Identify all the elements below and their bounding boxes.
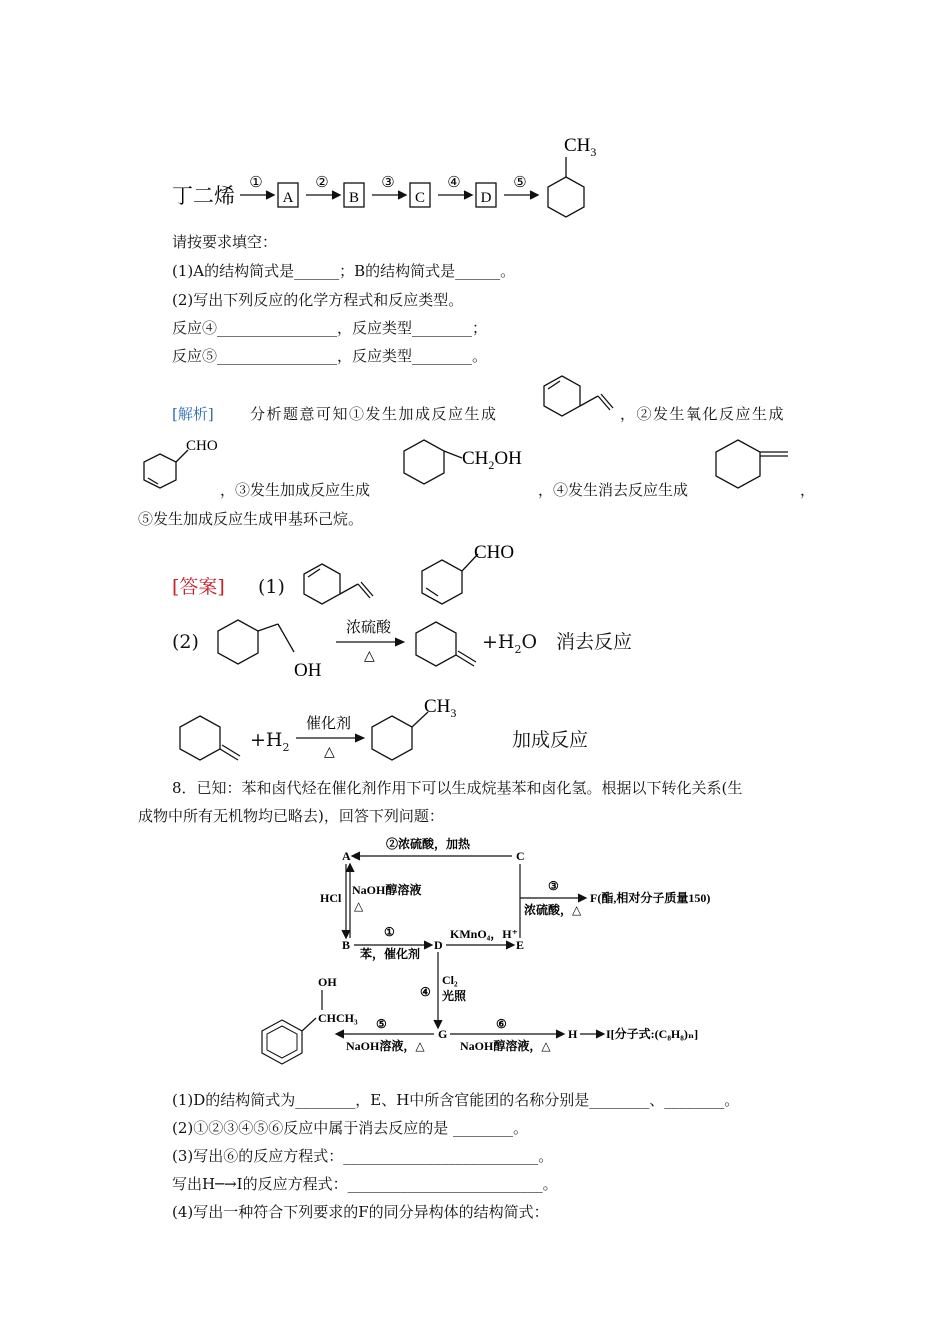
h2o-sub: 2 — [514, 642, 522, 656]
q8-intro-1: 8．已知：苯和卤代烃在催化剂作用下可以生成烷基苯和卤化氢。根据以下转化关系(生 — [172, 779, 743, 797]
arrow-dehydration — [332, 618, 412, 668]
answer-oh: OH — [294, 660, 322, 681]
answer-alkene-2-structure — [176, 712, 246, 768]
label-r3: 浓硫酸，△ — [524, 903, 582, 917]
box-c: C — [414, 190, 426, 206]
step-1: ① — [249, 175, 263, 191]
node-g: G — [438, 1027, 448, 1041]
label-r1-num: ① — [384, 925, 395, 939]
q8-intro-2: 成物中所有无机物均已略去)，回答下列问题： — [138, 807, 444, 825]
answer-cho: CHO — [474, 542, 515, 563]
analysis-line-2a: ，③发生加成反应生成 — [220, 481, 371, 499]
ch3-sub: 3 — [450, 706, 457, 720]
h2o-o: O — [521, 631, 538, 653]
step-4: ④ — [447, 175, 461, 191]
label-delta-ab: △ — [354, 899, 364, 913]
answer-part-1: (1) — [258, 576, 285, 598]
q7-line-4: 反应④________________，反应类型________； — [172, 319, 488, 337]
q8-question-1: (1)D的结构简式为________，E、H中所含官能团的名称分别是________、________。 — [172, 1091, 740, 1109]
analysis-cho: CHO — [186, 438, 218, 454]
node-f: F(酯,相对分子质量150) — [590, 891, 711, 905]
label-c-to-a: ②浓硫酸，加热 — [386, 837, 471, 851]
analysis-line-2b: ，④发生消去反应生成 — [538, 481, 689, 499]
q7-line-2: (1)A的结构简式是______；B的结构简式是______。 — [172, 262, 516, 280]
node-d: D — [434, 938, 443, 952]
reagent-h2so4: 浓硫酸 — [346, 618, 392, 636]
answer-part-2: (2) — [172, 631, 199, 653]
answer-alcohol-structure — [210, 614, 340, 684]
analysis-line-2c: ， — [800, 481, 816, 499]
box-a: A — [282, 190, 294, 206]
label-oh: OH — [318, 975, 337, 989]
label-kmno4: KMnO₄，H⁺ — [450, 927, 518, 941]
box-d: D — [480, 190, 492, 206]
answer-methylcyclohexane-structure — [366, 690, 476, 770]
q8-question-3: (3)写出⑥的反应方程式：__________________________。 — [172, 1147, 554, 1165]
h2o-h: +H — [482, 631, 515, 653]
analysis-line-1a: 分析题意可知①发生加成反应生成 — [250, 405, 498, 423]
product-sub: 3 — [590, 145, 597, 159]
q7-line-5: 反应⑤________________，反应类型________。 — [172, 347, 488, 365]
q7-line-1: 请按要求填空： — [172, 233, 278, 251]
label-r1: 苯，催化剂 — [360, 947, 421, 961]
svg-text:CH2OH — [462, 448, 522, 472]
svg-text:CH3 — [564, 135, 596, 159]
ch3-ch: CH — [424, 696, 451, 717]
node-h: H — [568, 1027, 578, 1041]
label-r6: NaOH醇溶液，△ — [460, 1039, 551, 1053]
label-cl2: Cl₂ — [442, 973, 458, 987]
label-hcl: HCl — [320, 891, 342, 905]
label-r3-num: ③ — [548, 879, 559, 893]
answer-alkene-structure — [410, 618, 490, 674]
step-5: ⑤ — [513, 175, 527, 191]
label-naoh-alc: NaOH醇溶液 — [352, 883, 422, 897]
label-chch3: CHCH₃ — [318, 1011, 358, 1025]
step-2: ② — [315, 175, 329, 191]
step-3: ③ — [381, 175, 395, 191]
label-r5-num: ⑤ — [376, 1017, 387, 1031]
ch2oh-ch: CH — [462, 448, 489, 469]
analysis-line-3: ⑤发生加成反应生成甲基环己烷。 — [138, 510, 364, 528]
h2-h: +H — [250, 729, 283, 751]
methylenecyclohexane-structure — [712, 438, 802, 498]
heat-2: △ — [324, 745, 335, 760]
ch2oh-oh: OH — [494, 448, 522, 469]
arrow-hydrogenation — [292, 714, 372, 764]
answer-b-structure — [418, 538, 558, 610]
h2-sub: 2 — [282, 740, 290, 754]
node-e: E — [516, 938, 525, 952]
ch2oh-sub: 2 — [488, 458, 495, 472]
q7-line-3: (2)写出下列反应的化学方程式和反应类型。 — [172, 291, 464, 309]
scheme-butadiene — [160, 125, 620, 225]
analysis-line-1b: ，②发生氧化反应生成 — [620, 405, 786, 423]
reagent-catalyst: 催化剂 — [306, 714, 352, 732]
product-ch: CH — [564, 135, 591, 156]
q8-question-2: (2)①②③④⑤⑥反应中属于消去反应的是 ________。 — [172, 1119, 529, 1137]
answer-tag: [答案] — [172, 576, 225, 598]
answer-type-1: 消去反应 — [556, 631, 633, 653]
scheme-start: 丁二烯 — [172, 184, 235, 208]
vinylcyclohexene-structure — [538, 368, 628, 428]
q8-question-5: (4)写出一种符合下列要求的F的同分异构体的结构简式： — [172, 1203, 549, 1221]
node-b: B — [342, 938, 351, 952]
label-r4-num: ④ — [420, 985, 431, 999]
q8-conversion-diagram — [250, 830, 750, 1080]
heat-1: △ — [364, 649, 375, 664]
cyclohexylmethanol-structure — [400, 432, 540, 496]
label-r6-num: ⑥ — [496, 1017, 507, 1031]
node-a: A — [342, 849, 351, 863]
node-i: I[分子式:(C₈H₈)ₙ] — [606, 1027, 699, 1041]
q8-question-4: 写出H─→I的反应方程式：__________________________。 — [172, 1175, 558, 1193]
svg-text:CH3 — [424, 696, 456, 720]
node-c: C — [516, 849, 525, 863]
answer-a-structure — [300, 560, 390, 610]
label-r5: NaOH溶液，△ — [346, 1039, 425, 1053]
label-light: 光照 — [442, 989, 467, 1003]
box-b: B — [348, 190, 360, 206]
answer-type-2: 加成反应 — [512, 729, 589, 751]
analysis-tag: [解析] — [172, 405, 214, 423]
